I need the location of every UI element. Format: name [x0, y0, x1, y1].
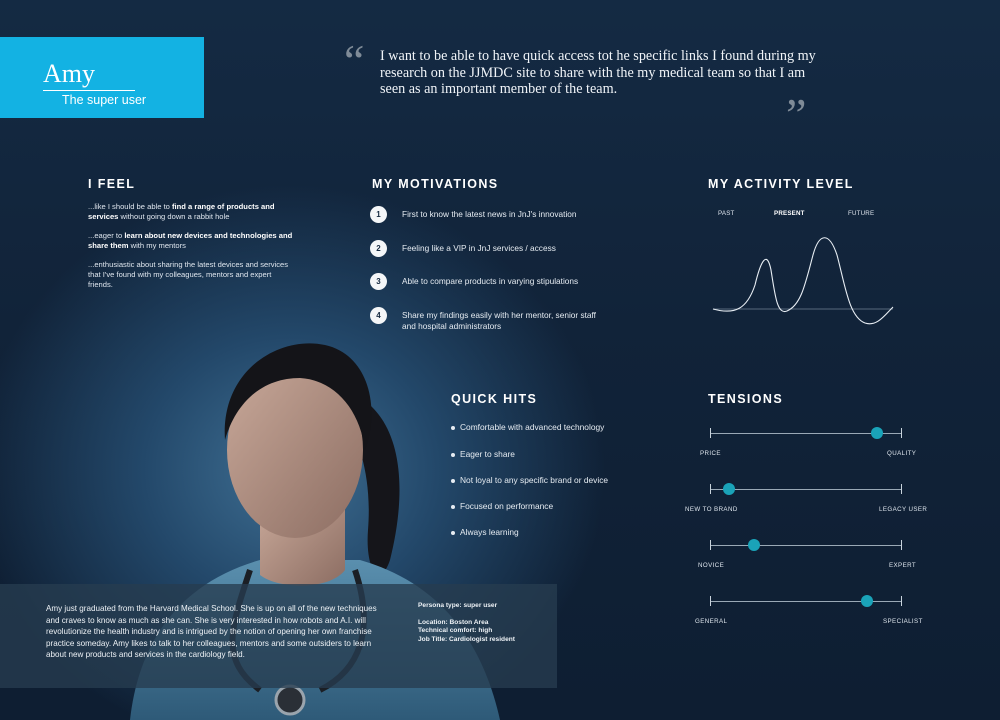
motivation-text: First to know the latest news in JnJ's innovation — [402, 209, 577, 219]
persona-bio: Amy just graduated from the Harvard Medical School. She is up on all of the new techniques and craves to know as much as she can. She is very interested in how robots and A.I. will revolutionize the health industry and is intrigued by the notion of opening her own franchise practice someday. Amy likes to talk to her colleagues, mentors and some outsiders to learn about new products and services in the cardiology field. — [46, 604, 377, 659]
quick-hit-item: Not loyal to any specific brand or device — [451, 475, 608, 485]
bullet-icon — [451, 426, 455, 430]
persona-details — [418, 602, 548, 644]
motivation-number: 4 — [370, 307, 387, 324]
quick-hits-heading: QUICK HITS — [451, 392, 538, 406]
tension-right-label: SPECIALIST — [883, 618, 923, 625]
tension-right-label: QUALITY — [887, 450, 917, 457]
slider-knob — [871, 427, 883, 439]
bullet-icon — [451, 505, 455, 509]
bullet-icon — [451, 453, 455, 457]
feel-item: ...enthusiastic about sharing the latest devices and services that I've found with my colleagues, mentors and expert friends. — [88, 260, 289, 289]
open-quote-icon: “ — [344, 35, 365, 86]
motivation-number: 2 — [370, 240, 387, 257]
tension-slider-brand — [710, 483, 902, 497]
activity-label-future: FUTURE — [848, 210, 875, 217]
tension-slider-price-quality — [710, 427, 902, 441]
tension-left-label: NOVICE — [698, 562, 725, 569]
tension-slider-expertise — [710, 539, 902, 553]
slider-knob — [723, 483, 735, 495]
quick-hit-item: Eager to share — [451, 449, 515, 459]
persona-name-box — [0, 37, 204, 118]
activity-label-past: PAST — [718, 210, 735, 217]
motivation-text: Share my findings easily with her mentor, senior staff and hospital administrators — [402, 310, 596, 331]
feel-item: ...eager to learn about new devices and technologies and share them with my mentors — [88, 231, 293, 250]
persona-name: Amy — [43, 59, 95, 88]
persona-quote: I want to be able to have quick access tot he specific links I found during my research on the JJMDC site to share with the my medical team so that I am seen as an important member of the team. — [380, 48, 816, 97]
persona-type: Persona type: super user — [418, 602, 498, 609]
slider-knob — [861, 595, 873, 607]
persona-location: Location: Boston Area — [418, 618, 489, 626]
close-quote-icon: ” — [786, 89, 807, 140]
persona-job-title: Job Title: Cardiologist resident — [418, 635, 515, 643]
quick-hit-item: Always learning — [451, 527, 519, 537]
feel-heading: I FEEL — [88, 177, 136, 191]
activity-curve — [705, 225, 900, 330]
motivation-number: 3 — [370, 273, 387, 290]
tension-right-label: EXPERT — [889, 562, 917, 569]
tension-right-label: LEGACY USER — [879, 506, 928, 513]
name-divider — [43, 90, 135, 91]
motivation-text: Able to compare products in varying stipulations — [402, 276, 579, 286]
feel-list — [88, 202, 293, 299]
activity-line — [713, 238, 893, 324]
tension-left-label: PRICE — [700, 450, 721, 457]
activity-heading: MY ACTIVITY LEVEL — [708, 177, 854, 191]
persona-tech-comfort: Technical comfort: high — [418, 627, 493, 634]
bullet-icon — [451, 531, 455, 535]
tension-left-label: NEW TO BRAND — [685, 506, 738, 513]
persona-role: The super user — [62, 93, 147, 107]
motivation-number: 1 — [370, 206, 387, 223]
motivation-text: Feeling like a VIP in JnJ services / access — [402, 243, 556, 253]
tensions-heading: TENSIONS — [708, 392, 784, 406]
activity-label-present: PRESENT — [774, 210, 805, 217]
quick-hit-item: Comfortable with advanced technology — [451, 422, 604, 432]
motivations-heading: MY MOTIVATIONS — [372, 177, 499, 191]
feel-item: ...like I should be able to find a range of products and services without going down a rabbit hole — [88, 202, 275, 221]
tension-slider-specialty — [710, 595, 902, 609]
quick-hit-item: Focused on performance — [451, 501, 553, 511]
slider-knob — [748, 539, 760, 551]
bullet-icon — [451, 479, 455, 483]
tension-left-label: GENERAL — [695, 618, 728, 625]
